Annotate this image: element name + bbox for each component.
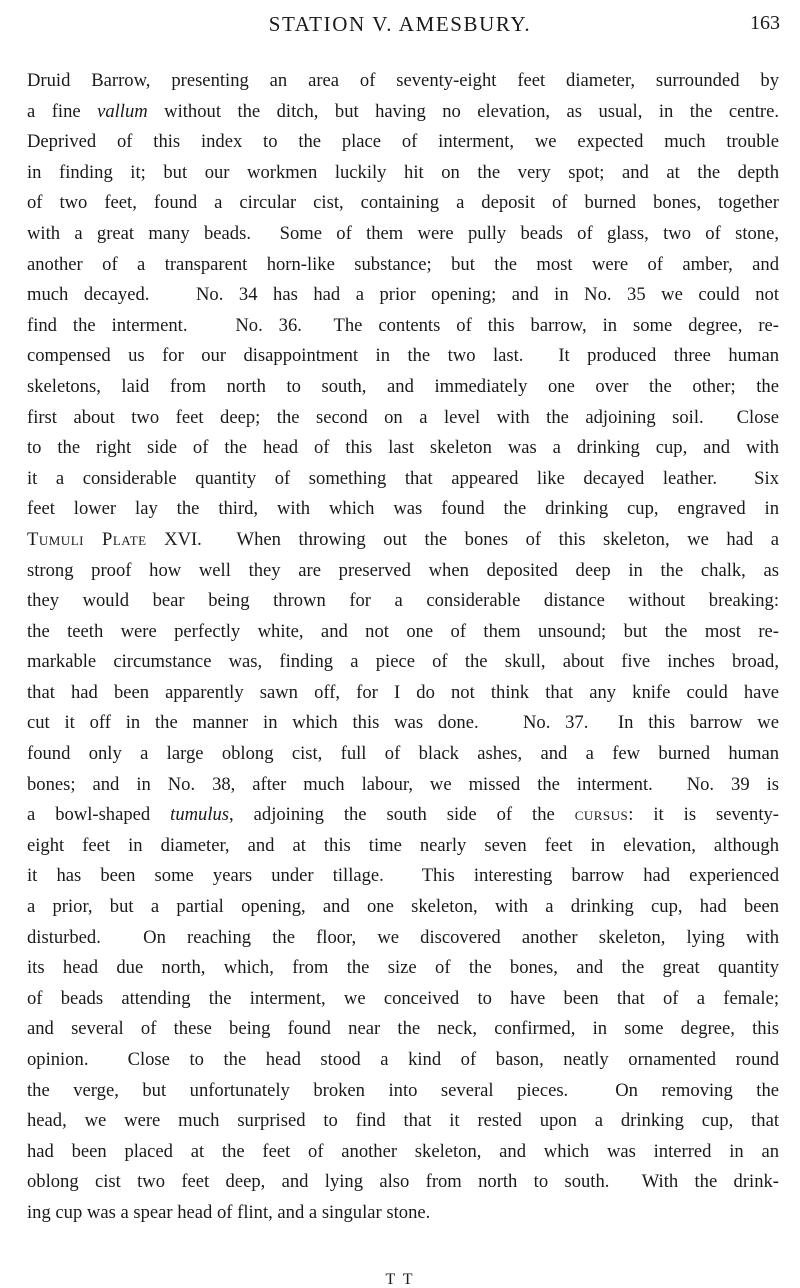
text-line [27, 923, 779, 954]
text-segment: XVI. When throwing out the bones of this skeleton, we had a [146, 528, 779, 550]
text-line [27, 1106, 779, 1137]
text-segment: find the interment. No. 36. The contents of this barrow, in some degree, re- [27, 314, 779, 336]
text-line [27, 586, 779, 617]
text-line [27, 1045, 779, 1076]
text-segment: its head due north, which, from the size of the bones, and the great quantity [27, 957, 779, 979]
text-segment: they would bear being thrown for a considerable distance without breaking: [27, 590, 779, 612]
text-segment: disturbed. On reaching the floor, we discovered another skeleton, lying with [27, 926, 779, 948]
text-line [27, 311, 779, 342]
text-line [27, 127, 779, 158]
text-line [27, 892, 779, 923]
text-segment: Tumuli Plate [27, 528, 147, 550]
text-line [27, 250, 779, 281]
text-segment: Deprived of this index to the place of interment, we expected much trouble [27, 131, 779, 153]
text-line [27, 494, 779, 525]
text-line [27, 1167, 779, 1198]
text-line [27, 800, 779, 831]
text-line [27, 97, 779, 128]
text-segment: markable circumstance was, finding a piece of the skull, about five inches broad, [27, 651, 779, 673]
text-segment: another of a transparent horn-like substance; but the most were of amber, and [27, 253, 779, 275]
body-paragraph [27, 66, 779, 1229]
text-line [27, 525, 779, 556]
signature-mark: T T [385, 1271, 415, 1288]
text-segment: of two feet, found a circular cist, containing a deposit of burned bones, together [27, 192, 779, 214]
text-segment: opinion. Close to the head stood a kind of bason, neatly ornamented round [27, 1049, 779, 1070]
text-line [27, 861, 779, 892]
text-segment: the verge, but unfortunately broken into several pieces. On removing the [27, 1079, 779, 1101]
text-segment: a prior, but a partial opening, and one skeleton, with a drinking cup, had been [27, 896, 779, 918]
text-segment: strong proof how well they are preserved when deposited deep in the chalk, as [27, 559, 779, 581]
text-segment: Druid Barrow, presenting an area of seventy-eight feet diameter, surrounded by [27, 70, 779, 91]
text-line [27, 464, 779, 495]
text-segment: oblong cist two feet deep, and lying also from north to south. With the drink- [27, 1171, 779, 1193]
text-line [27, 770, 779, 801]
text-segment: without the ditch, but having no elevation, as usual, in the centre. [147, 100, 779, 122]
running-head [0, 10, 800, 40]
text-segment: a bowl-shaped [27, 804, 171, 826]
text-segment: head, we were much surprised to find that it rested upon a drinking cup, that [27, 1110, 779, 1132]
text-segment: : it is seventy- [628, 804, 779, 826]
text-segment: the teeth were perfectly white, and not one of them unsound; but the most re- [27, 620, 779, 642]
text-line [27, 403, 779, 434]
text-line [27, 280, 779, 311]
page-number: 163 [750, 12, 780, 34]
text-line [27, 66, 779, 97]
text-segment: bones; and in No. 38, after much labour, we missed the interment. No. 39 is [27, 773, 779, 795]
text-segment: and several of these being found near the neck, confirmed, in some degree, this [27, 1018, 779, 1040]
text-line [27, 984, 779, 1015]
text-line [27, 433, 779, 464]
text-segment: of beads attending the interment, we conceived to have been that of a female; [27, 987, 779, 1009]
text-segment: vallum [97, 100, 148, 122]
text-segment: tumulus [170, 804, 230, 826]
text-segment: found only a large oblong cist, full of black ashes, and a few burned human [27, 743, 779, 765]
text-line [27, 556, 779, 587]
text-segment: first about two feet deep; the second on a level with the adjoining soil. Close [27, 406, 779, 428]
text-segment: much decayed. No. 34 has had a prior opening; and in No. 35 we could not [27, 284, 779, 306]
text-segment: compensed us for our disappointment in the two last. It produced three human [27, 345, 779, 367]
text-segment: , adjoining the south side of the [229, 804, 575, 826]
text-segment: eight feet in diameter, and at this time nearly seven feet in elevation, although [27, 834, 779, 856]
text-line [27, 1076, 779, 1107]
text-line [27, 647, 779, 678]
text-line [27, 341, 779, 372]
text-segment: cut it off in the manner in which this was done. No. 37. In this barrow we [27, 712, 779, 734]
text-line [27, 219, 779, 250]
text-segment: with a great many beads. Some of them were pully beads of glass, two of stone, [27, 222, 779, 244]
text-line [27, 188, 779, 219]
text-line [27, 158, 779, 189]
text-line [27, 678, 779, 709]
text-line [27, 739, 779, 770]
text-line [27, 953, 779, 984]
text-line [27, 831, 779, 862]
text-segment: ing cup was a spear head of flint, and a singular stone. [27, 1201, 431, 1223]
text-line [27, 372, 779, 403]
text-segment: it has been some years under tillage. This interesting barrow had experienced [27, 865, 779, 887]
text-segment: skeletons, laid from north to south, and immediately one over the other; the [27, 375, 779, 397]
text-line [27, 1137, 779, 1168]
running-title: STATION V. AMESBURY. [268, 12, 532, 36]
text-segment: feet lower lay the third, with which was found the drinking cup, engraved in [27, 498, 779, 520]
text-segment: to the right side of the head of this last skeleton was a drinking cup, and with [27, 437, 779, 459]
text-segment: that had been apparently sawn off, for I do not think that any knife could have [27, 681, 779, 703]
text-segment: had been placed at the feet of another skeleton, and which was interred in an [27, 1140, 779, 1162]
text-segment: it a considerable quantity of something that appeared like decayed leather. Six [27, 467, 779, 489]
text-segment: cursus [574, 804, 629, 826]
text-segment: a fine [27, 100, 98, 122]
text-segment: in finding it; but our workmen luckily hit on the very spot; and at the depth [27, 161, 779, 183]
text-line [27, 617, 779, 648]
text-line [27, 1014, 779, 1045]
text-line [27, 708, 779, 739]
text-line [27, 1198, 779, 1229]
